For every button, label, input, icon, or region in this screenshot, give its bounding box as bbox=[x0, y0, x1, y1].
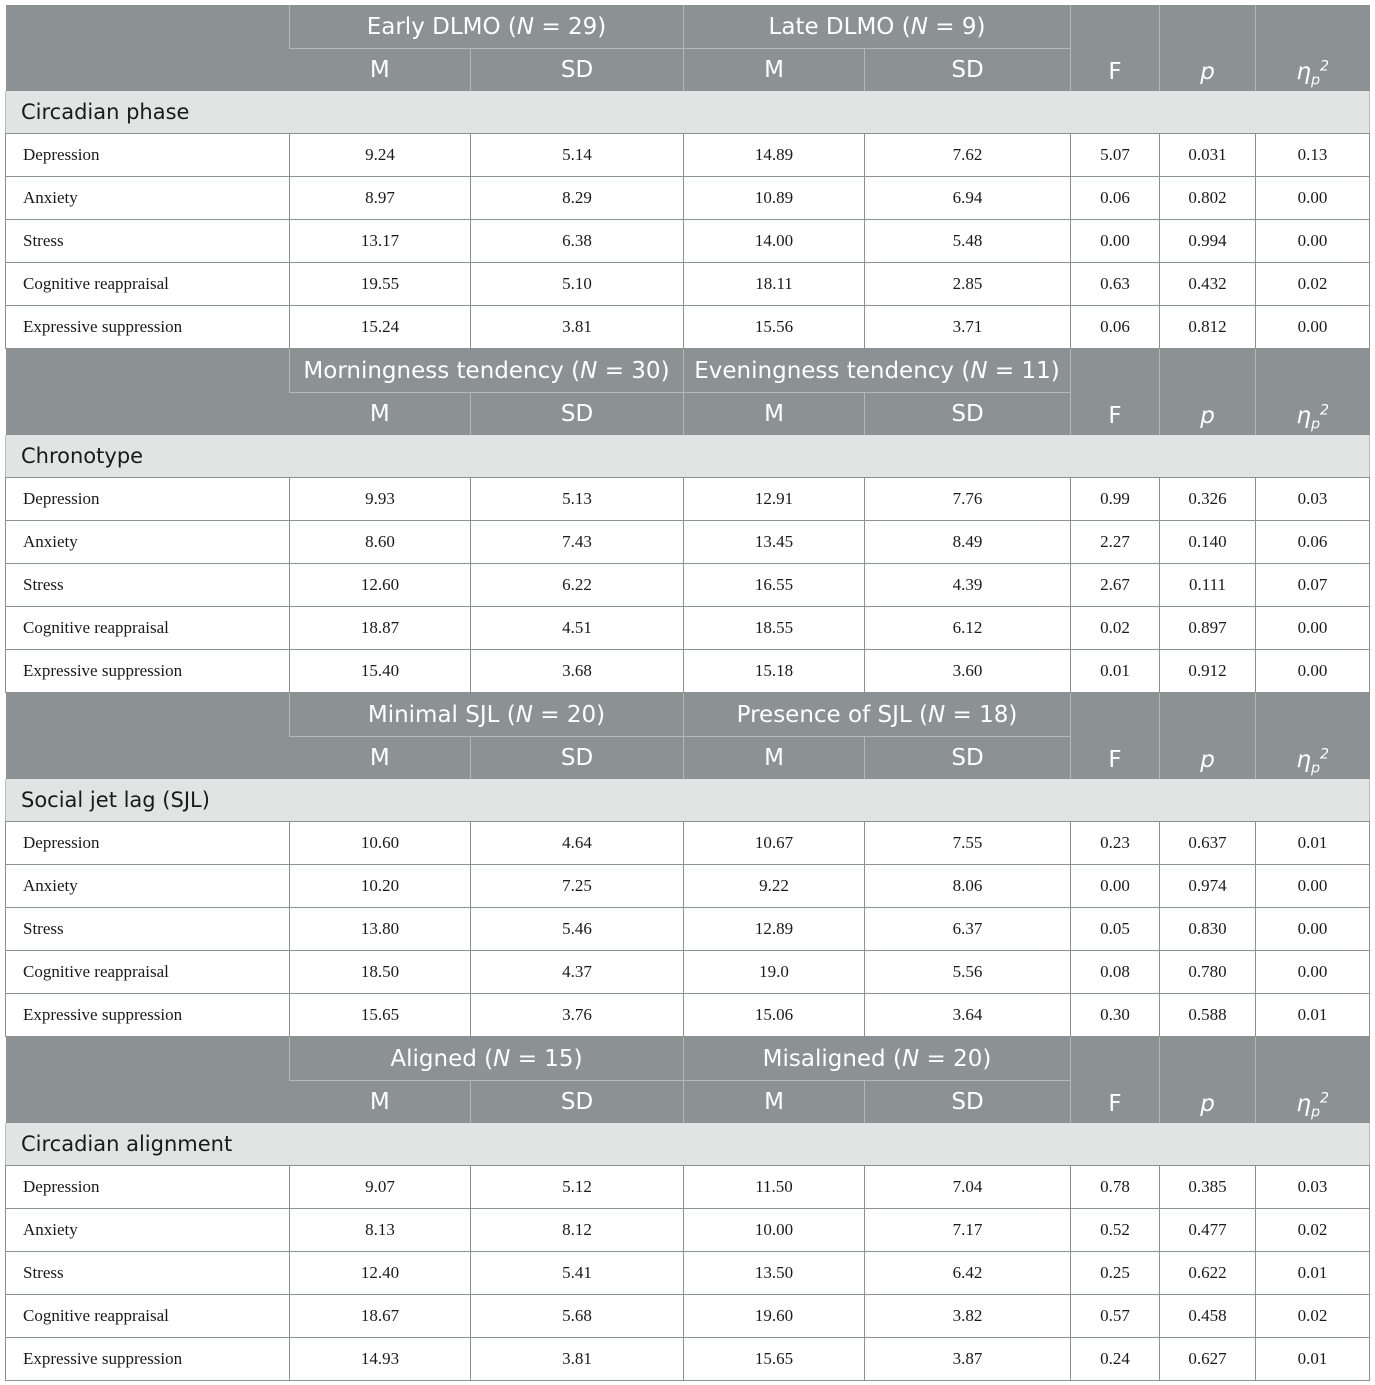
table-row bbox=[6, 1252, 1370, 1295]
group2-mean: 13.50 bbox=[684, 1252, 865, 1295]
group2-sd: 5.56 bbox=[865, 951, 1071, 994]
group1-sd: 6.38 bbox=[471, 220, 684, 263]
table-row bbox=[6, 1338, 1370, 1381]
measure-label: Cognitive reappraisal bbox=[6, 607, 290, 650]
eta-header: $\eta_p^2$ bbox=[1256, 693, 1370, 780]
group2-mean: 14.89 bbox=[684, 134, 865, 177]
p-header: p bbox=[1160, 693, 1256, 780]
group1-sd: 3.76 bbox=[471, 994, 684, 1037]
f-value: 0.30 bbox=[1071, 994, 1160, 1037]
f-value: 0.00 bbox=[1071, 865, 1160, 908]
group1-mean: 9.24 bbox=[290, 134, 471, 177]
group2-mean: 10.89 bbox=[684, 177, 865, 220]
n-letter: N bbox=[970, 357, 988, 384]
sd-header: SD bbox=[471, 49, 684, 92]
group1-sd: 7.25 bbox=[471, 865, 684, 908]
group-header-row bbox=[6, 349, 1370, 393]
n-letter: N bbox=[580, 357, 598, 384]
section-title-row bbox=[6, 1123, 1370, 1166]
eta-value: 0.00 bbox=[1256, 306, 1370, 349]
group1-sd: 5.12 bbox=[471, 1166, 684, 1209]
eta-value: 0.01 bbox=[1256, 1338, 1370, 1381]
p-value: 0.780 bbox=[1160, 951, 1256, 994]
table-row bbox=[6, 220, 1370, 263]
p-header: p bbox=[1160, 5, 1256, 91]
group2-sd: 7.17 bbox=[865, 1209, 1071, 1252]
eta-value: 0.00 bbox=[1256, 177, 1370, 220]
table-row bbox=[6, 822, 1370, 865]
group1-mean: 18.87 bbox=[290, 607, 471, 650]
group2-mean: 14.00 bbox=[684, 220, 865, 263]
measure-label: Stress bbox=[6, 1252, 290, 1295]
measure-label: Depression bbox=[6, 822, 290, 865]
group1-label: Early DLMO bbox=[366, 13, 501, 40]
section-title: Circadian alignment bbox=[6, 1123, 1370, 1166]
measure-label: Anxiety bbox=[6, 177, 290, 220]
eta-value: 0.06 bbox=[1256, 521, 1370, 564]
group2-sd: 5.48 bbox=[865, 220, 1071, 263]
header-blank-cell bbox=[6, 5, 290, 91]
f-value: 0.57 bbox=[1071, 1295, 1160, 1338]
group2-header: Misaligned (N = 20) bbox=[684, 1037, 1071, 1081]
n-letter: N bbox=[927, 701, 946, 728]
table-body bbox=[6, 5, 1370, 1381]
f-header: F bbox=[1071, 693, 1160, 780]
p-value: 0.897 bbox=[1160, 607, 1256, 650]
f-value: 2.67 bbox=[1071, 564, 1160, 607]
group1-sd: 4.37 bbox=[471, 951, 684, 994]
group2-sd: 3.64 bbox=[865, 994, 1071, 1037]
group2-n: 9 bbox=[961, 13, 977, 40]
f-value: 5.07 bbox=[1071, 134, 1160, 177]
p-value: 0.588 bbox=[1160, 994, 1256, 1037]
group1-sd: 8.12 bbox=[471, 1209, 684, 1252]
group1-header: Minimal SJL (N = 20) bbox=[290, 693, 684, 737]
header-blank-cell bbox=[6, 1037, 290, 1124]
group2-sd: 7.55 bbox=[865, 822, 1071, 865]
group1-n: 15 bbox=[544, 1045, 574, 1072]
group1-mean: 14.93 bbox=[290, 1338, 471, 1381]
p-value: 0.974 bbox=[1160, 865, 1256, 908]
group1-n: 29 bbox=[568, 13, 598, 40]
p-header: p bbox=[1160, 349, 1256, 436]
section-title: Chronotype bbox=[6, 435, 1370, 478]
eta-header: $\eta_p^2$ bbox=[1256, 5, 1370, 91]
group2-header: Presence of SJL (N = 18) bbox=[684, 693, 1071, 737]
p-value: 0.637 bbox=[1160, 822, 1256, 865]
eta-value: 0.00 bbox=[1256, 908, 1370, 951]
f-header: F bbox=[1071, 1037, 1160, 1124]
eta-value: 0.00 bbox=[1256, 951, 1370, 994]
sd-header: SD bbox=[471, 1081, 684, 1124]
measure-label: Depression bbox=[6, 1166, 290, 1209]
section-title: Circadian phase bbox=[6, 91, 1370, 134]
group-header-row bbox=[6, 693, 1370, 737]
f-value: 0.06 bbox=[1071, 306, 1160, 349]
measure-label: Expressive suppression bbox=[6, 1338, 290, 1381]
m-header: M bbox=[684, 393, 865, 436]
eta-value: 0.00 bbox=[1256, 220, 1370, 263]
group2-mean: 15.18 bbox=[684, 650, 865, 693]
group2-sd: 6.42 bbox=[865, 1252, 1071, 1295]
p-value: 0.830 bbox=[1160, 908, 1256, 951]
sd-header: SD bbox=[471, 393, 684, 436]
group2-mean: 19.60 bbox=[684, 1295, 865, 1338]
group1-mean: 19.55 bbox=[290, 263, 471, 306]
measure-label: Expressive suppression bbox=[6, 306, 290, 349]
group2-sd: 3.71 bbox=[865, 306, 1071, 349]
group1-mean: 18.67 bbox=[290, 1295, 471, 1338]
eta-value: 0.01 bbox=[1256, 822, 1370, 865]
group1-mean: 8.97 bbox=[290, 177, 471, 220]
group1-sd: 4.51 bbox=[471, 607, 684, 650]
group2-n: 20 bbox=[953, 1045, 983, 1072]
f-value: 0.08 bbox=[1071, 951, 1160, 994]
group2-sd: 3.87 bbox=[865, 1338, 1071, 1381]
group2-sd: 8.06 bbox=[865, 865, 1071, 908]
group1-header: Morningness tendency (N = 30) bbox=[290, 349, 684, 393]
eta-value: 0.03 bbox=[1256, 1166, 1370, 1209]
sd-header: SD bbox=[865, 737, 1071, 780]
f-value: 0.78 bbox=[1071, 1166, 1160, 1209]
group2-label: Late DLMO bbox=[768, 13, 895, 40]
group2-mean: 12.89 bbox=[684, 908, 865, 951]
section-title-row bbox=[6, 91, 1370, 134]
group1-mean: 15.65 bbox=[290, 994, 471, 1037]
group1-mean: 15.24 bbox=[290, 306, 471, 349]
group1-mean: 10.20 bbox=[290, 865, 471, 908]
group2-mean: 10.00 bbox=[684, 1209, 865, 1252]
measure-label: Cognitive reappraisal bbox=[6, 263, 290, 306]
f-header: F bbox=[1071, 5, 1160, 91]
table-row bbox=[6, 607, 1370, 650]
measure-label: Stress bbox=[6, 220, 290, 263]
group-header-row bbox=[6, 5, 1370, 49]
group2-mean: 15.56 bbox=[684, 306, 865, 349]
f-value: 0.06 bbox=[1071, 177, 1160, 220]
p-value: 0.111 bbox=[1160, 564, 1256, 607]
sd-header: SD bbox=[865, 393, 1071, 436]
group1-mean: 9.93 bbox=[290, 478, 471, 521]
measure-label: Anxiety bbox=[6, 521, 290, 564]
table-row bbox=[6, 177, 1370, 220]
f-value: 0.00 bbox=[1071, 220, 1160, 263]
group1-mean: 9.07 bbox=[290, 1166, 471, 1209]
group2-label: Presence of SJL bbox=[736, 701, 912, 728]
eta-header: $\eta_p^2$ bbox=[1256, 1037, 1370, 1124]
table-row bbox=[6, 478, 1370, 521]
table-row bbox=[6, 1166, 1370, 1209]
p-value: 0.477 bbox=[1160, 1209, 1256, 1252]
group2-mean: 15.65 bbox=[684, 1338, 865, 1381]
group1-header: Aligned (N = 15) bbox=[290, 1037, 684, 1081]
group2-sd: 2.85 bbox=[865, 263, 1071, 306]
group1-sd: 8.29 bbox=[471, 177, 684, 220]
group1-n: 30 bbox=[631, 357, 661, 384]
group2-sd: 6.37 bbox=[865, 908, 1071, 951]
group2-sd: 6.12 bbox=[865, 607, 1071, 650]
group2-n: 11 bbox=[1021, 357, 1051, 384]
group1-sd: 5.41 bbox=[471, 1252, 684, 1295]
f-value: 0.25 bbox=[1071, 1252, 1160, 1295]
eta-value: 0.00 bbox=[1256, 650, 1370, 693]
group1-mean: 12.60 bbox=[290, 564, 471, 607]
group1-mean: 10.60 bbox=[290, 822, 471, 865]
f-header: F bbox=[1071, 349, 1160, 436]
measure-label: Cognitive reappraisal bbox=[6, 1295, 290, 1338]
eta-value: 0.13 bbox=[1256, 134, 1370, 177]
p-header: p bbox=[1160, 1037, 1256, 1124]
f-value: 2.27 bbox=[1071, 521, 1160, 564]
group2-mean: 15.06 bbox=[684, 994, 865, 1037]
group1-sd: 5.13 bbox=[471, 478, 684, 521]
measure-label: Depression bbox=[6, 478, 290, 521]
f-value: 0.63 bbox=[1071, 263, 1160, 306]
eta-value: 0.01 bbox=[1256, 994, 1370, 1037]
table-row bbox=[6, 951, 1370, 994]
table-row bbox=[6, 865, 1370, 908]
group1-sd: 5.10 bbox=[471, 263, 684, 306]
group1-mean: 8.60 bbox=[290, 521, 471, 564]
header-blank-cell bbox=[6, 349, 290, 436]
group1-sd: 5.14 bbox=[471, 134, 684, 177]
group2-label: Misaligned bbox=[762, 1045, 886, 1072]
group2-label: Eveningness tendency bbox=[694, 357, 955, 384]
table-row bbox=[6, 564, 1370, 607]
group1-sd: 6.22 bbox=[471, 564, 684, 607]
table-row bbox=[6, 1209, 1370, 1252]
group2-mean: 12.91 bbox=[684, 478, 865, 521]
p-value: 0.432 bbox=[1160, 263, 1256, 306]
group2-mean: 10.67 bbox=[684, 822, 865, 865]
p-value: 0.622 bbox=[1160, 1252, 1256, 1295]
group2-sd: 4.39 bbox=[865, 564, 1071, 607]
group1-sd: 4.64 bbox=[471, 822, 684, 865]
p-value: 0.385 bbox=[1160, 1166, 1256, 1209]
group2-sd: 7.62 bbox=[865, 134, 1071, 177]
f-value: 0.23 bbox=[1071, 822, 1160, 865]
group2-mean: 18.11 bbox=[684, 263, 865, 306]
group2-sd: 7.76 bbox=[865, 478, 1071, 521]
group1-mean: 12.40 bbox=[290, 1252, 471, 1295]
group1-sd: 5.46 bbox=[471, 908, 684, 951]
eta-value: 0.02 bbox=[1256, 263, 1370, 306]
group1-mean: 13.80 bbox=[290, 908, 471, 951]
measure-label: Anxiety bbox=[6, 865, 290, 908]
m-header: M bbox=[684, 1081, 865, 1124]
m-header: M bbox=[684, 49, 865, 92]
group1-n: 20 bbox=[566, 701, 597, 728]
table-row bbox=[6, 306, 1370, 349]
m-header: M bbox=[290, 737, 471, 780]
section-title: Social jet lag (SJL) bbox=[6, 779, 1370, 822]
group1-mean: 13.17 bbox=[290, 220, 471, 263]
p-value: 0.326 bbox=[1160, 478, 1256, 521]
sd-header: SD bbox=[865, 1081, 1071, 1124]
n-letter: N bbox=[901, 1045, 920, 1072]
f-value: 0.24 bbox=[1071, 1338, 1160, 1381]
m-header: M bbox=[290, 393, 471, 436]
measure-label: Expressive suppression bbox=[6, 650, 290, 693]
sd-header: SD bbox=[865, 49, 1071, 92]
measure-label: Depression bbox=[6, 134, 290, 177]
eta-value: 0.01 bbox=[1256, 1252, 1370, 1295]
table-row bbox=[6, 263, 1370, 306]
group2-mean: 13.45 bbox=[684, 521, 865, 564]
group2-sd: 6.94 bbox=[865, 177, 1071, 220]
group1-sd: 7.43 bbox=[471, 521, 684, 564]
group1-mean: 15.40 bbox=[290, 650, 471, 693]
p-value: 0.458 bbox=[1160, 1295, 1256, 1338]
group2-sd: 3.82 bbox=[865, 1295, 1071, 1338]
table-row bbox=[6, 908, 1370, 951]
group2-sd: 7.04 bbox=[865, 1166, 1071, 1209]
section-title-row bbox=[6, 779, 1370, 822]
p-value: 0.812 bbox=[1160, 306, 1256, 349]
m-header: M bbox=[684, 737, 865, 780]
n-letter: N bbox=[516, 13, 535, 40]
group2-header: Eveningness tendency (N = 11) bbox=[684, 349, 1071, 393]
table-row bbox=[6, 650, 1370, 693]
eta-header: $\eta_p^2$ bbox=[1256, 349, 1370, 436]
group1-label: Minimal SJL bbox=[367, 701, 500, 728]
p-value: 0.802 bbox=[1160, 177, 1256, 220]
group1-sd: 3.81 bbox=[471, 1338, 684, 1381]
p-value: 0.994 bbox=[1160, 220, 1256, 263]
header-blank-cell bbox=[6, 693, 290, 780]
measure-label: Cognitive reappraisal bbox=[6, 951, 290, 994]
group2-sd: 3.60 bbox=[865, 650, 1071, 693]
group2-mean: 9.22 bbox=[684, 865, 865, 908]
group1-label: Aligned bbox=[390, 1045, 477, 1072]
sd-header: SD bbox=[471, 737, 684, 780]
table-row bbox=[6, 994, 1370, 1037]
eta-value: 0.02 bbox=[1256, 1295, 1370, 1338]
group1-header: Early DLMO (N = 29) bbox=[290, 5, 684, 49]
f-value: 0.99 bbox=[1071, 478, 1160, 521]
f-value: 0.01 bbox=[1071, 650, 1160, 693]
f-value: 0.02 bbox=[1071, 607, 1160, 650]
eta-value: 0.02 bbox=[1256, 1209, 1370, 1252]
measure-label: Anxiety bbox=[6, 1209, 290, 1252]
measure-label: Stress bbox=[6, 564, 290, 607]
group2-sd: 8.49 bbox=[865, 521, 1071, 564]
section-title-row bbox=[6, 435, 1370, 478]
n-letter: N bbox=[493, 1045, 511, 1072]
m-header: M bbox=[290, 1081, 471, 1124]
results-table bbox=[5, 5, 1370, 1381]
table-row bbox=[6, 521, 1370, 564]
group2-n: 18 bbox=[979, 701, 1009, 728]
group2-mean: 18.55 bbox=[684, 607, 865, 650]
group2-mean: 11.50 bbox=[684, 1166, 865, 1209]
group1-sd: 3.68 bbox=[471, 650, 684, 693]
p-value: 0.627 bbox=[1160, 1338, 1256, 1381]
group-header-row bbox=[6, 1037, 1370, 1081]
group1-label: Morningness tendency bbox=[303, 357, 564, 384]
eta-value: 0.00 bbox=[1256, 607, 1370, 650]
f-value: 0.05 bbox=[1071, 908, 1160, 951]
eta-value: 0.03 bbox=[1256, 478, 1370, 521]
n-letter: N bbox=[910, 13, 928, 40]
measure-label: Expressive suppression bbox=[6, 994, 290, 1037]
group1-mean: 18.50 bbox=[290, 951, 471, 994]
table-row bbox=[6, 134, 1370, 177]
group1-sd: 5.68 bbox=[471, 1295, 684, 1338]
table-row bbox=[6, 1295, 1370, 1338]
group1-mean: 8.13 bbox=[290, 1209, 471, 1252]
eta-value: 0.07 bbox=[1256, 564, 1370, 607]
p-value: 0.912 bbox=[1160, 650, 1256, 693]
n-letter: N bbox=[515, 701, 533, 728]
group2-mean: 19.0 bbox=[684, 951, 865, 994]
p-value: 0.140 bbox=[1160, 521, 1256, 564]
group2-header: Late DLMO (N = 9) bbox=[684, 5, 1071, 49]
f-value: 0.52 bbox=[1071, 1209, 1160, 1252]
eta-value: 0.00 bbox=[1256, 865, 1370, 908]
measure-label: Stress bbox=[6, 908, 290, 951]
group1-sd: 3.81 bbox=[471, 306, 684, 349]
m-header: M bbox=[290, 49, 471, 92]
p-value: 0.031 bbox=[1160, 134, 1256, 177]
group2-mean: 16.55 bbox=[684, 564, 865, 607]
